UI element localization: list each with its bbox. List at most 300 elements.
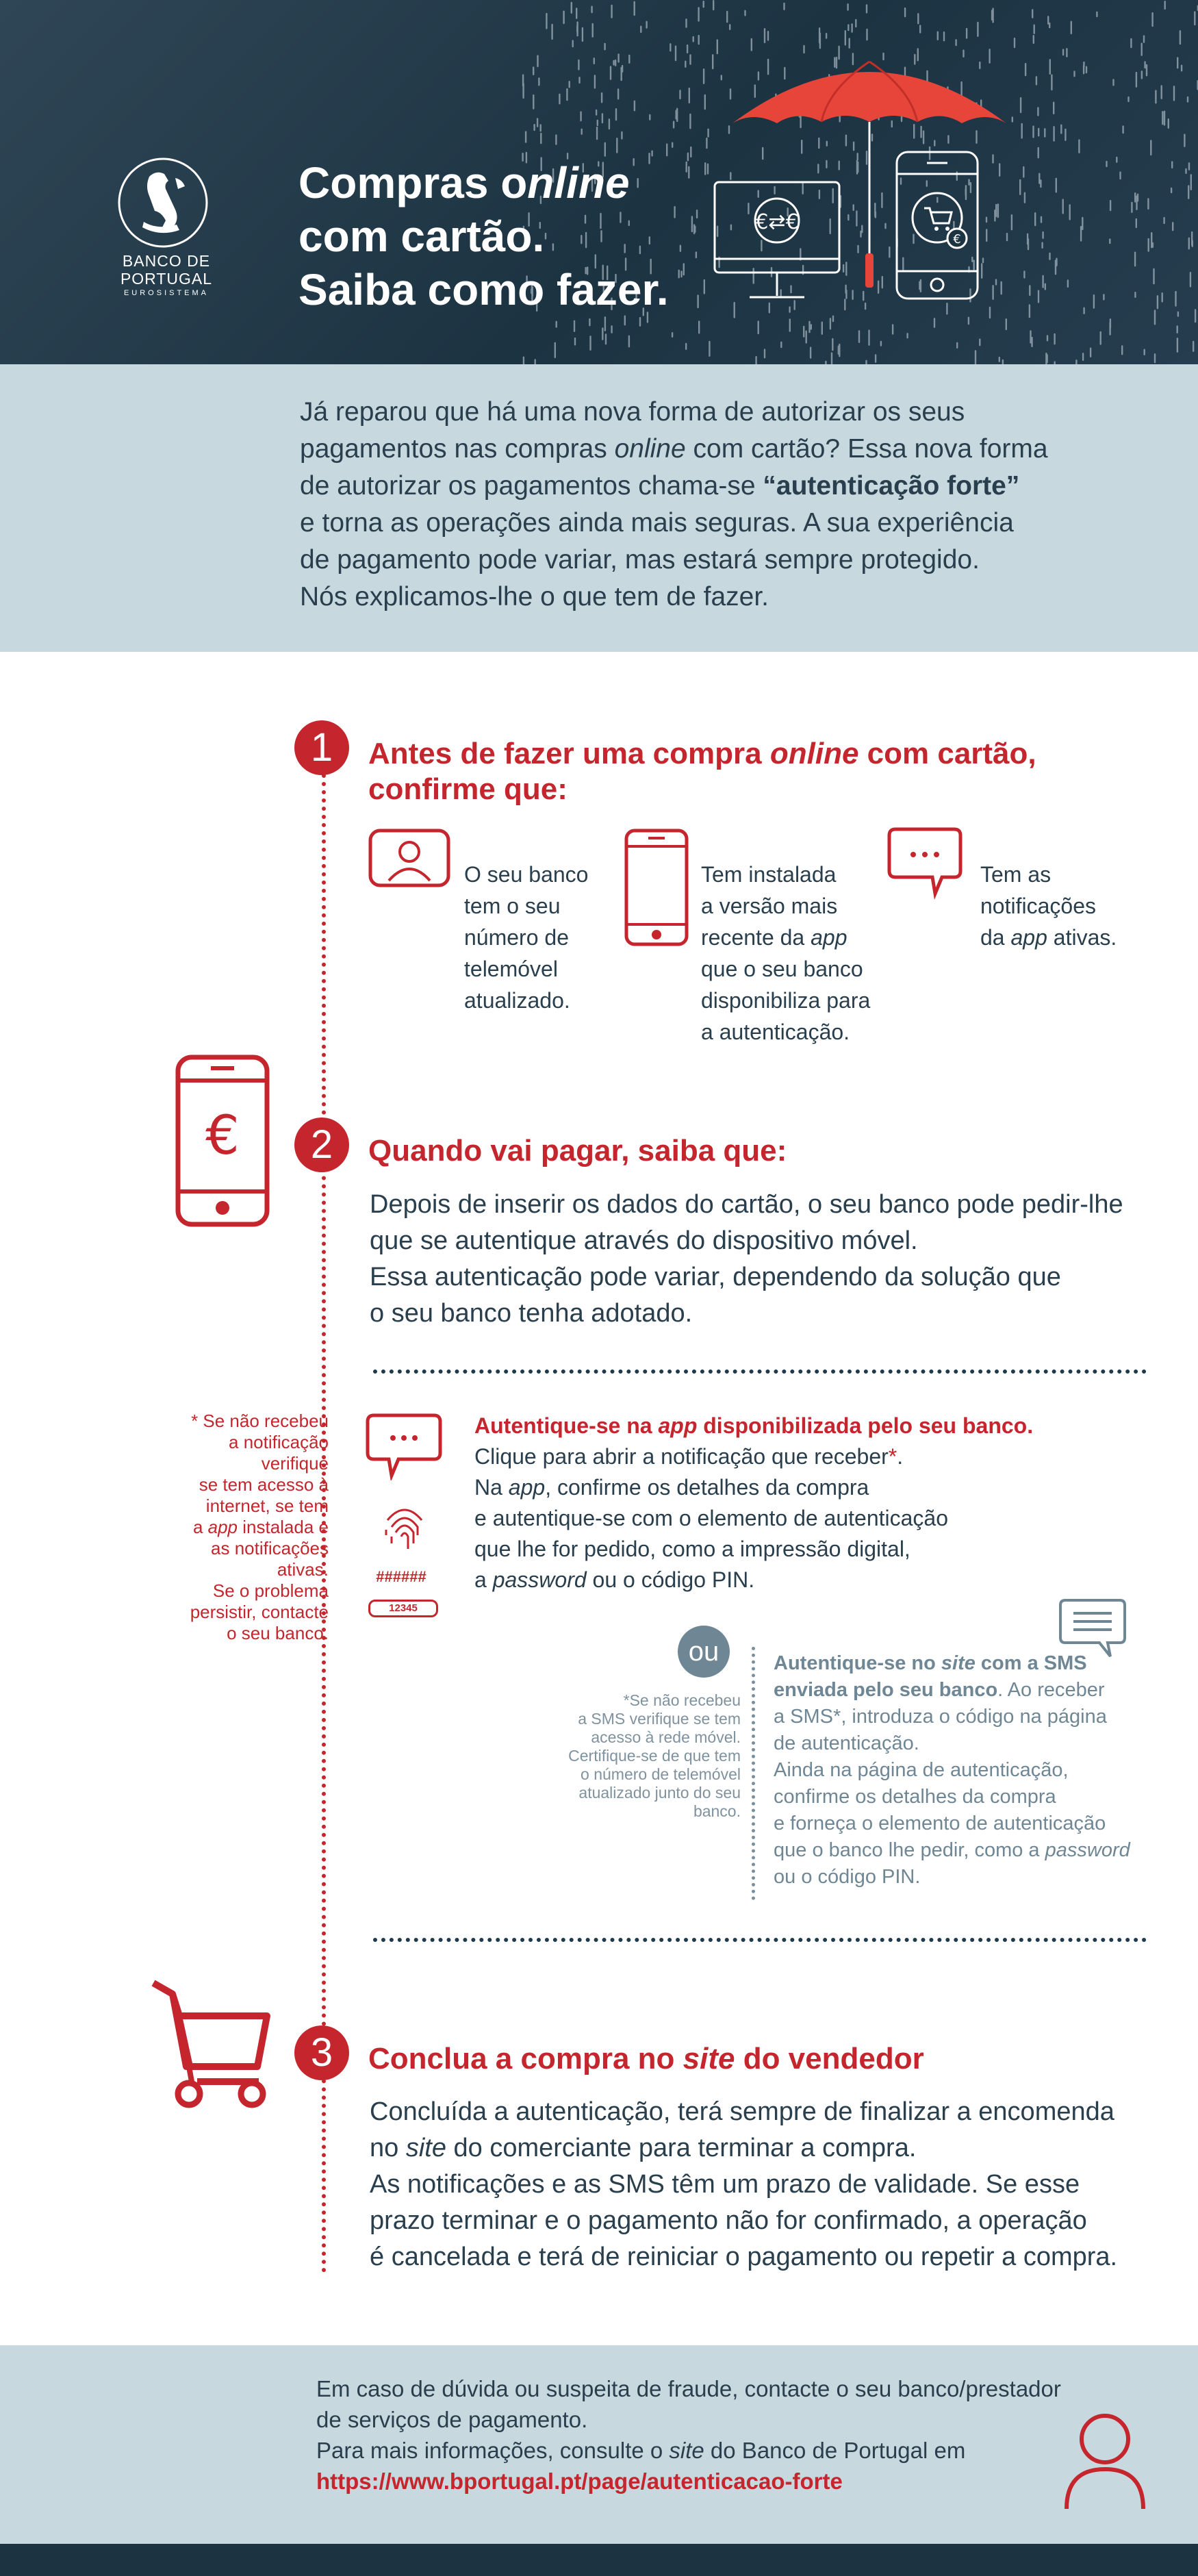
rain-drop: [605, 333, 607, 344]
rain-drop: [1044, 128, 1045, 138]
rain-drop: [789, 318, 791, 332]
rain-drop: [744, 10, 745, 16]
footer-l3: [316, 2435, 1104, 2466]
app-l6-a: a: [474, 1567, 493, 1592]
rain-drop: [1171, 188, 1172, 194]
rain-drop: [1056, 178, 1057, 193]
sms-l9: ou o código PIN.: [774, 1866, 921, 1888]
rain-drop: [904, 8, 906, 17]
rain-drop: [1040, 179, 1041, 188]
rain-drop: [703, 1, 704, 8]
rain-drop: [687, 45, 688, 53]
rain-drop: [1041, 242, 1043, 249]
rain-drop: [845, 30, 846, 46]
rain-drop: [1122, 125, 1123, 134]
rain-drop: [596, 127, 598, 140]
step3-number: 3: [294, 2025, 349, 2080]
rain-drop: [580, 111, 581, 121]
intro-line2: [300, 431, 1121, 468]
sms-divider: [752, 1647, 755, 1900]
rain-drop: [906, 333, 908, 338]
app-note-l1: * Se não recebeu: [191, 1411, 329, 1431]
rain-drop: [611, 325, 612, 333]
title-line3: Saiba como fazer.: [298, 265, 669, 314]
rain-drop: [1025, 63, 1026, 76]
rain-drop: [1069, 204, 1071, 220]
rain-drop: [1054, 333, 1055, 345]
rain-drop: [523, 357, 524, 365]
euro-phone-icon: [175, 1055, 270, 1227]
app-l3-b: app: [508, 1475, 546, 1500]
item2-l3: [701, 922, 870, 953]
rain-drop: [551, 24, 552, 40]
rain-drop: [880, 341, 882, 346]
app-note-l6-b: app: [207, 1517, 238, 1537]
sms-l4: de autenticação.: [774, 1732, 919, 1754]
item3-l3-a: da: [980, 925, 1011, 950]
rain-drop: [989, 307, 991, 319]
rain-drop: [1153, 268, 1154, 285]
rain-drop: [1023, 166, 1024, 178]
rain-drop: [1006, 318, 1007, 330]
app-note-l6-c: instalada e: [238, 1517, 329, 1537]
footer-l3-c: do Banco de Portugal em: [704, 2438, 966, 2463]
rain-drop: [640, 26, 641, 34]
rain-drop: [1042, 231, 1043, 239]
rain-drop: [576, 21, 578, 36]
rain-drop: [758, 320, 759, 334]
rain-drop: [540, 133, 541, 144]
item3-l3-c: ativas.: [1047, 925, 1117, 950]
rain-drop: [764, 28, 765, 43]
rain-drop: [1171, 161, 1173, 168]
rain-drop: [533, 66, 534, 75]
sms-note-l7: banco.: [693, 1802, 741, 1820]
rain-drop: [991, 10, 993, 21]
step1-title-a: Antes de fazer uma compra: [368, 737, 770, 770]
rain-drop: [1147, 198, 1149, 210]
footer-l1: Em caso de dúvida ou suspeita de fraude, contacte o seu banco/prestador: [316, 2376, 1061, 2401]
rain-drop: [1161, 85, 1162, 99]
rain-drop: [783, 3, 785, 10]
rain-drop: [628, 55, 630, 64]
app-l2-a: Clique para abrir a notificação que receber: [474, 1444, 889, 1469]
rain-drop: [847, 24, 849, 31]
rain-drop: [1078, 139, 1080, 153]
step3-l3: As notificações e as SMS têm um prazo de validade. Se esse: [370, 2170, 1080, 2199]
rain-drop: [1024, 192, 1025, 203]
rain-drop: [1029, 285, 1030, 296]
item2-l6: a autenticação.: [701, 1020, 850, 1044]
title-line2: com cartão.: [298, 212, 545, 261]
rain-drop: [865, 303, 866, 310]
rain-drop: [672, 332, 673, 338]
app-option-l2: [474, 1441, 1033, 1472]
rain-drop: [1062, 199, 1064, 214]
rain-drop: [649, 114, 650, 121]
title-line1-b: nline: [527, 158, 630, 207]
sms-option-text: [774, 1650, 1130, 1891]
chat-bubble-icon: [887, 827, 963, 900]
rain-drop: [698, 35, 700, 45]
rain-drop: [934, 318, 935, 328]
rain-drop: [679, 90, 680, 99]
item3-l1: Tem as: [980, 862, 1052, 887]
sms-l2-a: enviada pelo seu banco: [774, 1679, 998, 1701]
rain-drop: [1033, 35, 1034, 44]
rain-drop: [611, 5, 612, 18]
rain-drop: [672, 142, 673, 149]
rain-drop: [594, 75, 596, 88]
step3-title: [368, 2041, 924, 2077]
rain-drop: [769, 303, 770, 314]
rain-drop: [1019, 179, 1021, 195]
rain-drop: [610, 66, 611, 80]
sms-l1-a: Autentique-se no: [774, 1652, 941, 1674]
step3-title-a: Conclua a compra no: [368, 2042, 683, 2075]
rain-drop: [639, 317, 641, 327]
rain-drop: [1188, 162, 1190, 171]
rain-drop: [533, 94, 534, 110]
rain-drop: [1188, 238, 1190, 250]
rain-drop: [1109, 322, 1110, 336]
rain-drop: [1163, 217, 1164, 224]
rain-drop: [968, 317, 969, 325]
rain-drop: [673, 121, 674, 129]
rain-drop: [1143, 35, 1145, 42]
step3-l2-b: site: [405, 2134, 446, 2162]
rain-drop: [693, 36, 694, 42]
rain-drop: [571, 2, 572, 14]
logo-line3: EUROSISTEMA: [123, 289, 209, 297]
rain-drop: [1071, 21, 1072, 35]
rain-drop: [1029, 304, 1030, 318]
step1-item2: [701, 859, 870, 1048]
app-title-a: Autentique-se na: [474, 1413, 659, 1438]
step3-l2: [370, 2130, 1117, 2167]
item1-l2: tem o seu: [464, 894, 561, 918]
rain-drop: [1136, 72, 1137, 88]
rain-drop: [1141, 42, 1143, 55]
rain-drop: [755, 356, 756, 364]
rain-drop: [1038, 173, 1040, 184]
notification-bubble-icon: [366, 1413, 442, 1480]
rain-drop: [1049, 253, 1050, 260]
rain-drop: [707, 129, 709, 138]
sms-l8-b: password: [1045, 1839, 1130, 1861]
rain-drop: [937, 31, 939, 41]
rain-drop: [1034, 25, 1035, 34]
rain-drop: [1134, 292, 1136, 298]
rain-drop: [1106, 161, 1107, 167]
rain-drop: [592, 23, 594, 38]
bottom-bar: [0, 2544, 1198, 2576]
rain-drop: [830, 318, 831, 329]
rain-drop: [1062, 49, 1064, 55]
sms-l8: [774, 1837, 1130, 1864]
sms-l2-b: . Ao receber: [997, 1679, 1105, 1701]
rain-drop: [956, 342, 958, 349]
rain-drop: [1162, 292, 1163, 303]
step1-item1: [464, 859, 588, 1016]
logo-line2: PORTUGAL: [120, 270, 213, 288]
rain-drop: [1002, 359, 1004, 364]
rain-drop: [1109, 238, 1110, 244]
rain-drop: [615, 108, 617, 121]
rain-drop: [1014, 38, 1015, 48]
rain-drop: [574, 338, 576, 346]
rain-drop: [1053, 102, 1054, 115]
app-note-l6: [137, 1517, 329, 1538]
smartphone-cart-icon: [894, 149, 980, 301]
rain-drop: [689, 54, 691, 65]
app-l2-c: .: [897, 1444, 904, 1469]
rain-drop: [1090, 348, 1091, 358]
rain-drop: [1154, 353, 1156, 363]
item3-l3: [980, 922, 1117, 953]
rain-drop: [1177, 338, 1178, 353]
rain-drop: [1028, 238, 1029, 250]
step2-title: Quando vai pagar, saiba que:: [368, 1134, 787, 1167]
rain-drop: [689, 88, 690, 103]
rain-drop: [685, 343, 687, 350]
sms-note-l5: o número de telemóvel: [581, 1765, 741, 1783]
rain-drop: [646, 21, 647, 29]
app-option-l3: [474, 1472, 1033, 1503]
app-option-l5: que lhe for pedido, como a impressão digital,: [474, 1537, 910, 1561]
app-note-l10: persistir, contacte: [190, 1602, 329, 1622]
intro-line4: e torna as operações ainda mais seguras. A sua experiência: [300, 508, 1014, 538]
step3-l2-a: no: [370, 2134, 406, 2162]
rain-drop: [767, 31, 769, 41]
sms-l1: [774, 1650, 1130, 1677]
rain-drop: [604, 43, 605, 51]
app-l3-c: , confirme os detalhes da compra: [545, 1475, 869, 1500]
rain-drop: [1080, 226, 1082, 242]
rain-drop: [1116, 157, 1117, 163]
rain-drop: [764, 349, 765, 358]
monitor-icon: [712, 179, 842, 304]
rain-drop: [1038, 128, 1039, 137]
rain-drop: [634, 101, 635, 112]
rain-drop: [966, 28, 967, 39]
rain-drop: [831, 353, 832, 365]
rain-drop: [977, 22, 978, 37]
rain-drop: [975, 350, 976, 364]
rain-drop: [1136, 196, 1137, 211]
rain-drop: [670, 43, 671, 51]
rain-drop: [546, 13, 547, 29]
svg-text:€⇄€: €⇄€: [755, 210, 799, 234]
intro-line2-a: pagamentos nas compras: [300, 434, 615, 464]
rain-drop: [1193, 341, 1194, 352]
item2-l5: disponibiliza para: [701, 988, 871, 1013]
rain-drop: [1181, 65, 1182, 72]
app-option-l4: e autentique-se com o elemento de autenticação: [474, 1506, 949, 1530]
rain-drop: [602, 327, 603, 340]
rain-drop: [581, 129, 583, 135]
rain-drop: [917, 13, 919, 24]
pin-field: 12345: [368, 1600, 438, 1617]
rain-drop: [604, 142, 606, 157]
rain-drop: [1119, 171, 1121, 179]
rain-drop: [522, 83, 524, 99]
rain-drop: [617, 53, 619, 62]
rain-drop: [726, 11, 728, 23]
rain-drop: [1136, 218, 1137, 228]
rain-drop: [1177, 57, 1178, 68]
rain-drop: [729, 24, 730, 30]
rain-drop: [1096, 12, 1097, 18]
app-note: [137, 1411, 329, 1644]
app-l3-a: Na: [474, 1475, 509, 1500]
rain-drop: [1037, 107, 1038, 116]
rain-drop: [613, 60, 614, 66]
intro-line3: [300, 468, 1121, 505]
rain-drop: [855, 19, 856, 28]
rain-drop: [1067, 279, 1069, 288]
rain-drop: [1065, 129, 1066, 141]
rain-drop: [838, 346, 839, 355]
rain-drop: [709, 341, 710, 357]
rain-drop: [1150, 140, 1151, 155]
rain-drop: [866, 29, 867, 41]
rain-drop: [1177, 312, 1179, 317]
page-title: [298, 156, 723, 316]
step3-l2-c: do comerciante para terminar a compra.: [446, 2134, 917, 2162]
app-note-l8: ativas.: [277, 1559, 329, 1580]
rain-drop: [821, 322, 823, 336]
rain-drop: [1110, 200, 1111, 211]
rain-drop: [1055, 260, 1056, 275]
divider-top: [373, 1369, 1147, 1374]
rain-drop: [1021, 123, 1023, 139]
rain-drop: [578, 77, 580, 84]
rain-drop: [1173, 86, 1175, 101]
rain-drop: [621, 67, 622, 81]
rain-drop: [703, 68, 704, 84]
rain-drop: [1066, 48, 1067, 58]
rain-drop: [734, 302, 735, 318]
rain-drop: [1127, 97, 1129, 102]
footer-link[interactable]: https://www.bportugal.pt/page/autenticacao-forte: [316, 2468, 843, 2494]
rain-drop: [1195, 309, 1196, 323]
rain-drop: [780, 342, 782, 349]
item1-l5: atualizado.: [464, 988, 570, 1013]
step2-body-l1: Depois de inserir os dados do cartão, o seu banco pode pedir-lhe: [370, 1190, 1123, 1219]
item2-l3-a: recente da: [701, 925, 811, 950]
rain-drop: [1146, 64, 1147, 77]
sms-l1-b: site: [941, 1652, 976, 1674]
rain-drop: [555, 134, 557, 145]
intro-line2-c: com cartão? Essa nova forma: [685, 434, 1048, 464]
rain-drop: [1185, 168, 1186, 174]
footer-text: [316, 2373, 1104, 2497]
rain-drop: [1082, 353, 1084, 361]
user-contact-icon: [1062, 2412, 1147, 2512]
rain-drop: [866, 4, 867, 13]
rain-drop: [689, 114, 691, 129]
rain-drop: [999, 357, 1000, 362]
rain-drop: [704, 94, 706, 110]
footer-l3-a: Para mais informações, consulte o: [316, 2438, 670, 2463]
or-badge: ou: [678, 1626, 730, 1678]
rain-drop: [1046, 354, 1047, 363]
intro-line1: Já reparou que há uma nova forma de autorizar os seus: [300, 397, 965, 427]
sms-l6: confirme os detalhes da compra: [774, 1786, 1056, 1808]
item2-l3-b: app: [811, 925, 847, 950]
sms-l1-c: com a SMS: [975, 1652, 1087, 1674]
step1-item3: [980, 859, 1117, 953]
step2-number: 2: [294, 1117, 349, 1172]
rain-drop: [1041, 216, 1042, 223]
rain-drop: [1131, 202, 1132, 213]
rain-drop: [1045, 283, 1046, 290]
intro-line2-b: online: [614, 434, 686, 464]
rain-drop: [1036, 76, 1037, 86]
step3-body: [370, 2094, 1117, 2275]
logo-line1: BANCO DE: [122, 252, 211, 270]
sms-l3: a SMS*, introduza o código na página: [774, 1706, 1107, 1728]
rain-drop: [1121, 345, 1123, 355]
rain-drop: [535, 359, 536, 364]
rain-drop: [615, 60, 616, 66]
rain-drop: [1190, 272, 1191, 288]
app-l2-b: *: [888, 1444, 897, 1469]
item3-l2: notificações: [980, 894, 1096, 918]
rain-drop: [675, 45, 676, 61]
rain-drop: [1100, 331, 1101, 345]
app-l6-c: ou o código PIN.: [586, 1567, 755, 1592]
sms-note-l4: Certifique-se de que tem: [568, 1747, 741, 1765]
rain-drop: [596, 110, 597, 116]
rain-drop: [1023, 270, 1025, 279]
rain-drop: [698, 7, 699, 21]
rain-drop: [1042, 275, 1043, 288]
rain-drop: [1148, 238, 1149, 252]
rain-drop: [810, 347, 811, 359]
rain-drop: [1155, 90, 1156, 103]
app-l6-b: password: [492, 1567, 587, 1592]
bank-logo-icon: [116, 156, 209, 249]
step1-title-b: online: [769, 737, 859, 770]
svg-text:€: €: [205, 1105, 240, 1167]
rain-drop: [1177, 325, 1178, 333]
title-line1-a: Compras o: [298, 158, 528, 207]
rain-drop: [578, 60, 579, 71]
app-title-b: app: [658, 1413, 698, 1438]
step1-number: 1: [294, 720, 349, 775]
rain-drop: [1152, 242, 1154, 248]
item1-l4: telemóvel: [464, 957, 558, 981]
rain-drop: [617, 88, 619, 99]
rain-drop: [1190, 174, 1192, 190]
rain-drop: [1038, 147, 1039, 159]
rain-drop: [847, 3, 848, 11]
step1-title-line1: [368, 736, 1036, 772]
rain-drop: [538, 77, 539, 86]
rain-drop: [811, 324, 812, 330]
rain-drop: [1151, 12, 1153, 27]
rain-drop: [574, 320, 575, 332]
sms-l2: [774, 1677, 1130, 1704]
rain-drop: [597, 120, 598, 127]
step3-l1: Concluída a autenticação, terá sempre de finalizar a encomenda: [370, 2097, 1114, 2126]
sms-note-l6: atualizado junto do seu: [578, 1784, 741, 1802]
app-title-c: disponibilizada pelo seu banco.: [697, 1413, 1034, 1438]
rain-drop: [572, 40, 574, 47]
rain-drop: [1164, 111, 1165, 126]
